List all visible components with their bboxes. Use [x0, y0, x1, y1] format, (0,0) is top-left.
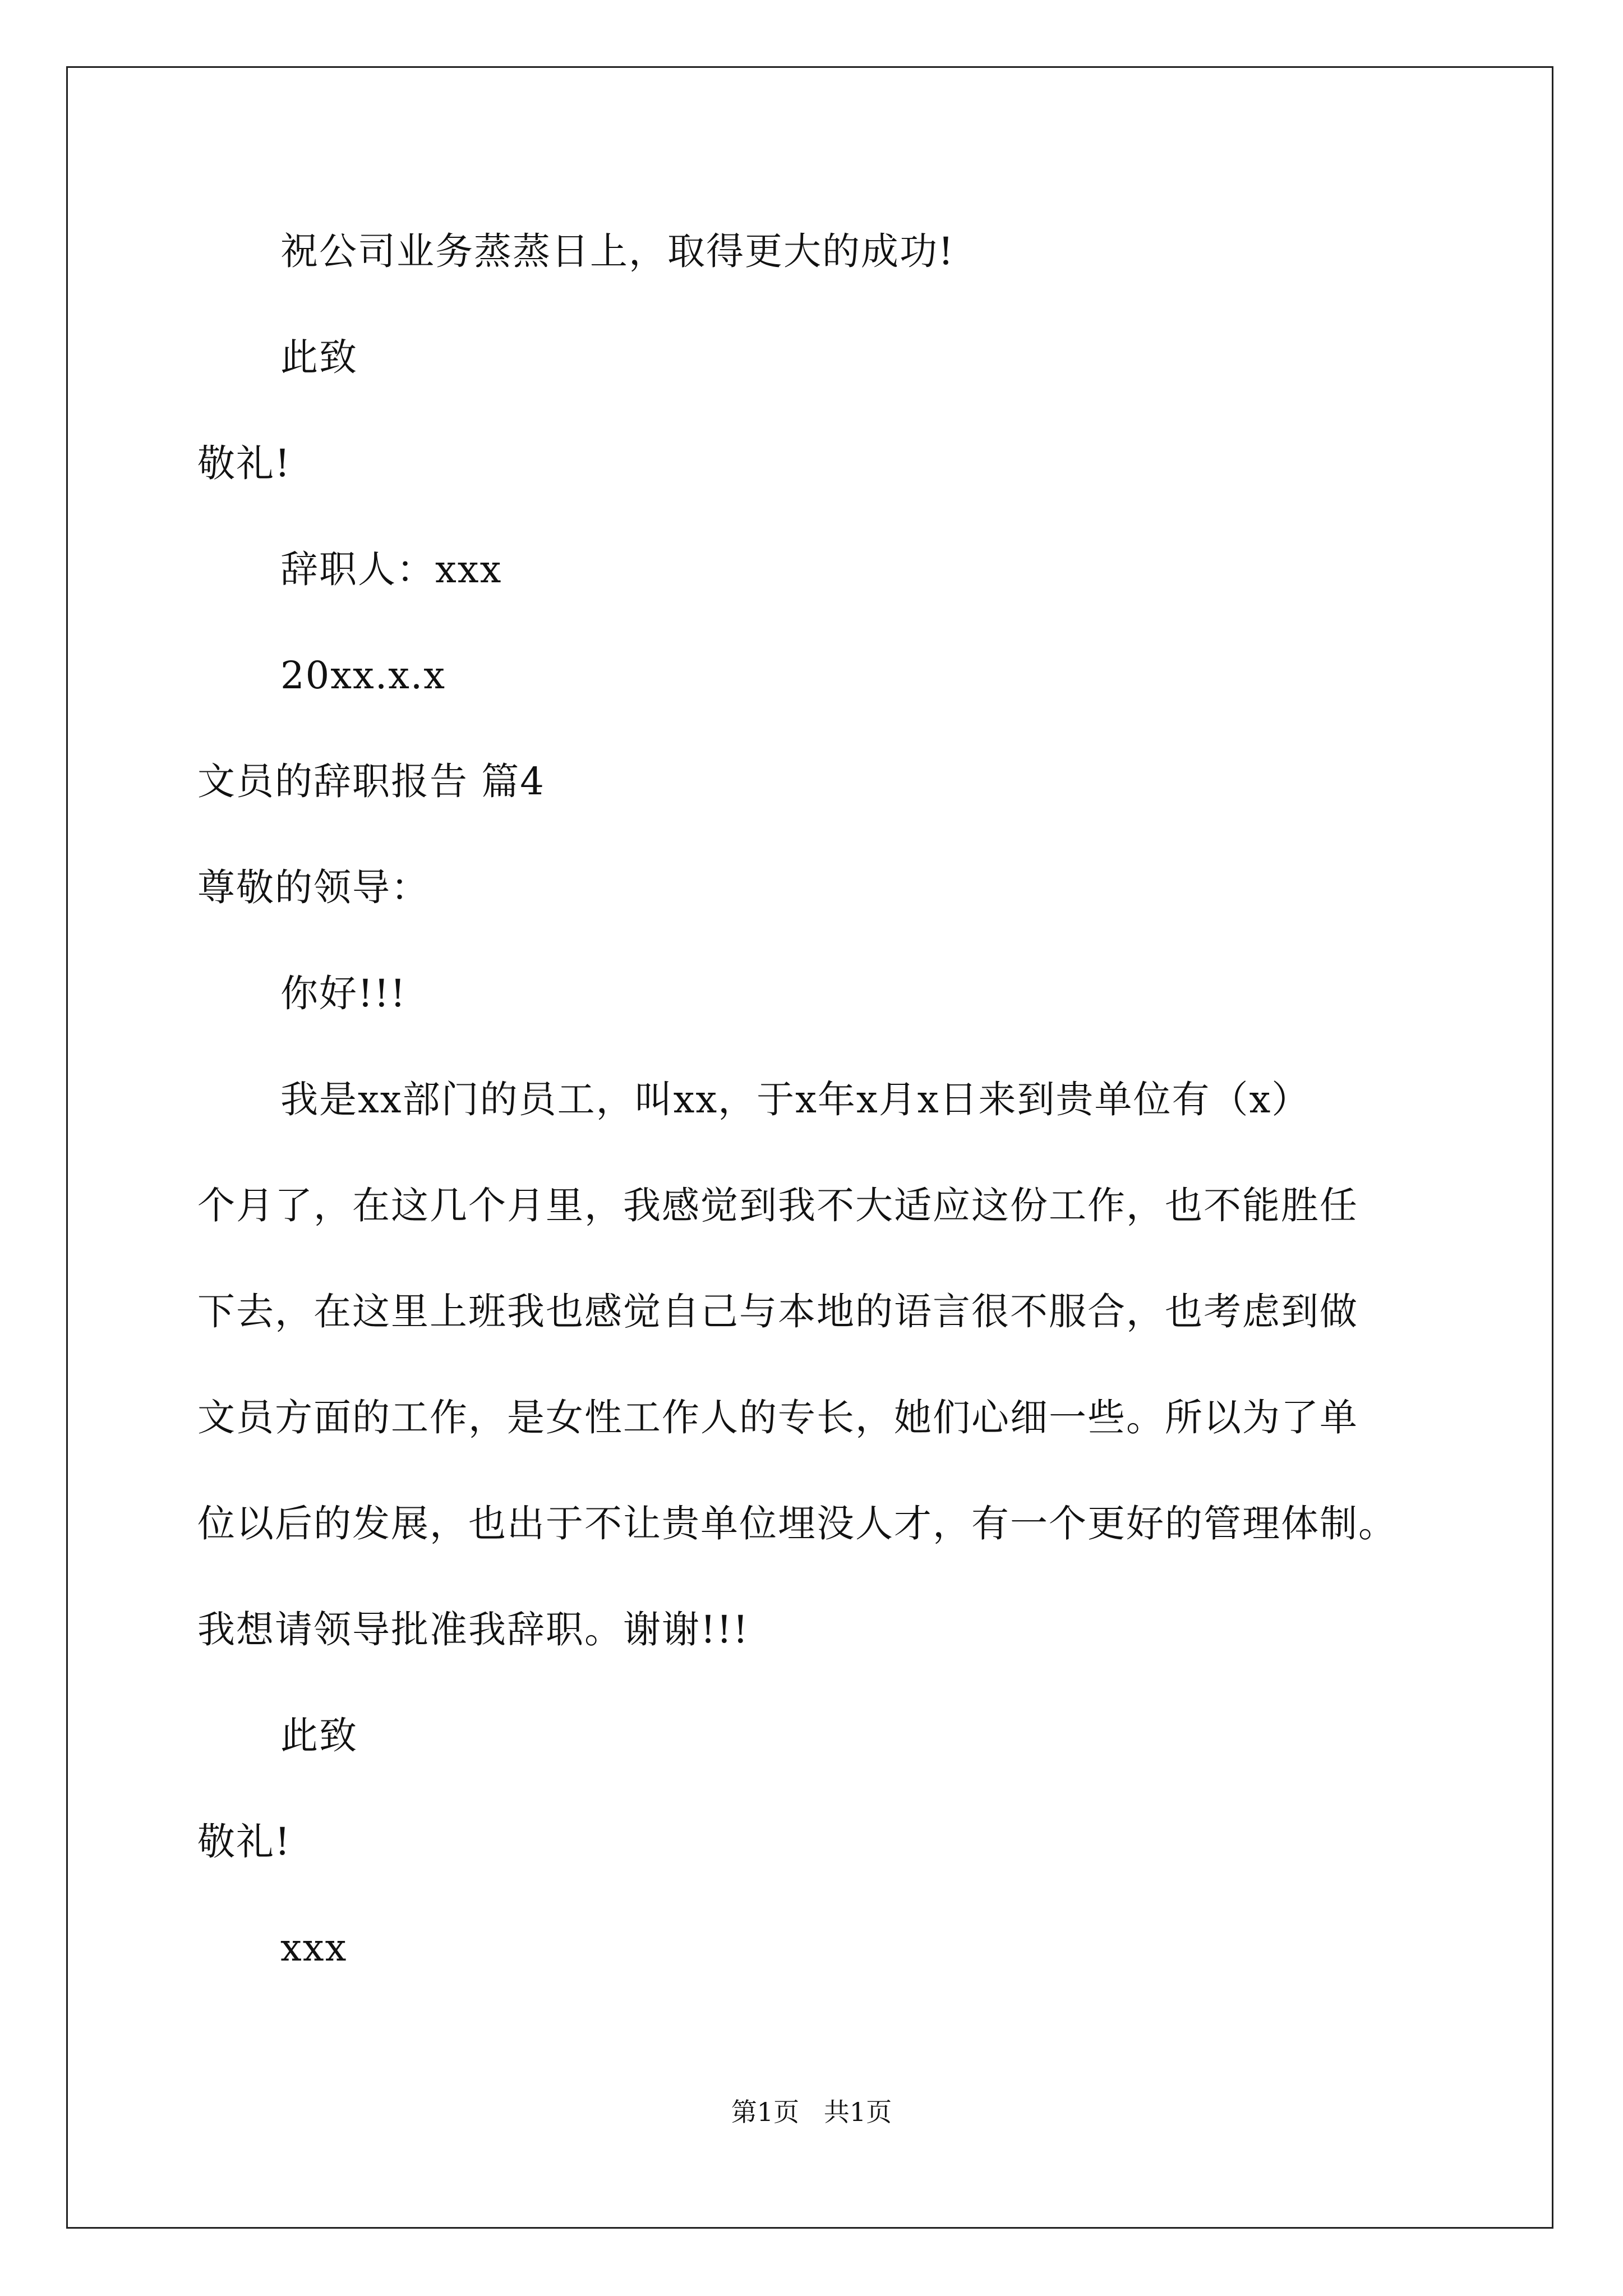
- salutation-cizhi: 此致: [280, 335, 358, 379]
- date-line: 20xx.x.x: [280, 654, 446, 697]
- salutation-jingli: 敬礼!: [197, 441, 291, 485]
- body-paragraph-line-2: 个月了，在这几个月里，我感觉到我不大适应这份工作，也不能胜任: [197, 1184, 1358, 1227]
- body-paragraph-line-3: 下去，在这里上班我也感觉自己与本地的语言很不服合，也考虑到做: [197, 1290, 1358, 1333]
- page-border: [66, 66, 1553, 2229]
- signature-line: 辞职人：xxx: [280, 547, 502, 591]
- salutation-jingli-2: 敬礼!: [197, 1820, 291, 1864]
- signature-name: xxx: [280, 1926, 348, 1970]
- salutation-cizhi-2: 此致: [280, 1714, 358, 1757]
- page-number-footer: 第1页 共1页: [731, 2097, 892, 2127]
- body-paragraph-line-1: 我是xx部门的员工，叫xx，于x年x月x日来到贵单位有（x）: [280, 1078, 1311, 1121]
- greeting-recipient: 尊敬的领导：: [197, 866, 430, 909]
- section-heading: 文员的辞职报告 篇4: [197, 760, 545, 803]
- body-paragraph-line-6: 我想请领导批准我辞职。谢谢!!!: [197, 1608, 749, 1651]
- greeting-hello: 你好!!!: [280, 972, 407, 1015]
- body-paragraph-line-5: 位以后的发展，也出于不让贵单位埋没人才，有一个更好的管理体制。: [197, 1502, 1397, 1545]
- body-paragraph-line-4: 文员方面的工作，是女性工作人的专长，她们心细一些。所以为了单: [197, 1396, 1358, 1439]
- closing-wish-line: 祝公司业务蒸蒸日上，取得更大的成功!: [280, 229, 955, 273]
